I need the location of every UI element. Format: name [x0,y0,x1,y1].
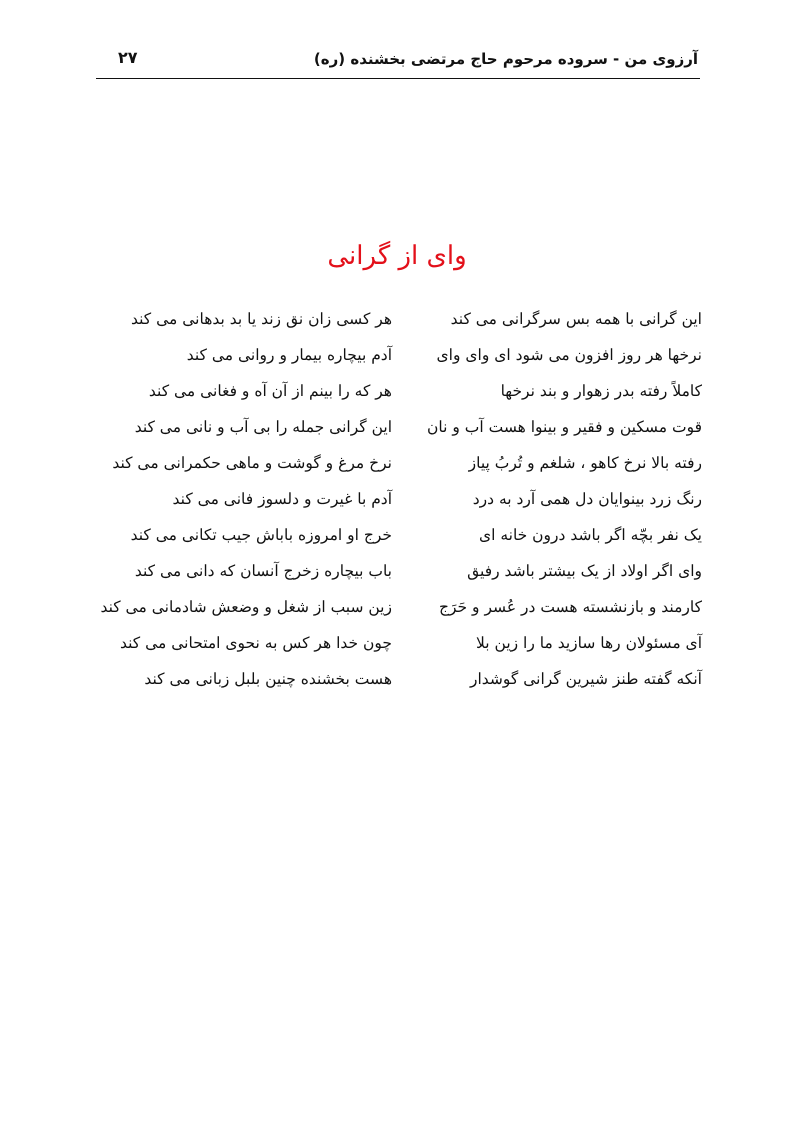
misra-second: آدم بیچاره بیمار و روانی می کند [186,346,392,364]
couplet [100,302,704,338]
misra-first: آی مسئولان رها سازید ما را زین بلا [476,634,702,652]
couplet [100,662,704,698]
misra-second: این گرانی جمله را بی آب و نانی می کند [134,418,392,436]
misra-second: باب بیچاره زخرج آنسان که دانی می کند [134,562,392,580]
couplet [100,590,704,626]
misra-first: کاملاً رفته بدر زهوار و بند نرخها [500,382,702,400]
couplet [100,338,704,374]
poem-body [100,302,704,698]
page-number: ۲۷ [118,48,138,67]
misra-first: این گرانی با همه بس سرگرانی می کند [450,310,702,328]
running-title: آرزوی من - سروده مرحوم حاج مرتضی بخشنده (ره) [313,50,698,68]
misra-first: نرخها هر روز افزون می شود ای وای وای [436,346,702,364]
misra-second: زین سبب از شغل و وضعش شادمانی می کند [100,598,392,616]
couplet [100,446,704,482]
misra-second: هر کسی زان نق زند یا بد بدهانی می کند [130,310,392,328]
poem-title: وای از گرانی [327,241,467,271]
couplet [100,482,704,518]
misra-second: هست بخشنده چنین بلبل زبانی می کند [144,670,392,688]
misra-second: هر که را بینم از آن آه و فغانی می کند [148,382,392,400]
couplet [100,518,704,554]
page-header [96,46,700,79]
misra-first: قوت مسکین و فقیر و بینوا هست آب و نان [427,418,702,436]
misra-first: رفته بالا نرخ کاهو ، شلغم و تُربُ پیاز [468,454,702,472]
misra-second: چون خدا هر کس به نحوی امتحانی می کند [119,634,392,652]
misra-second: نرخ مرغ و گوشت و ماهی حکمرانی می کند [112,454,392,472]
couplet [100,626,704,662]
couplet [100,374,704,410]
misra-first: رنگ زرد بینوایان دل همی آرد به درد [472,490,702,508]
misra-first: آنکه گفته طنز شیرین گرانی گوشدار [469,670,702,688]
misra-second: آدم با غیرت و دلسوز فانی می کند [172,490,392,508]
couplet [100,410,704,446]
misra-second: خرج او امروزه باباش جیب تکانی می کند [130,526,392,544]
misra-first: وای اگر اولاد از یک بیشتر باشد رفیق [467,562,702,580]
misra-first: کارمند و بازنشسته هست در عُسر و حَرَج [438,598,702,616]
misra-first: یک نفر بچّه اگر باشد درون خانه ای [478,526,702,544]
couplet [100,554,704,590]
